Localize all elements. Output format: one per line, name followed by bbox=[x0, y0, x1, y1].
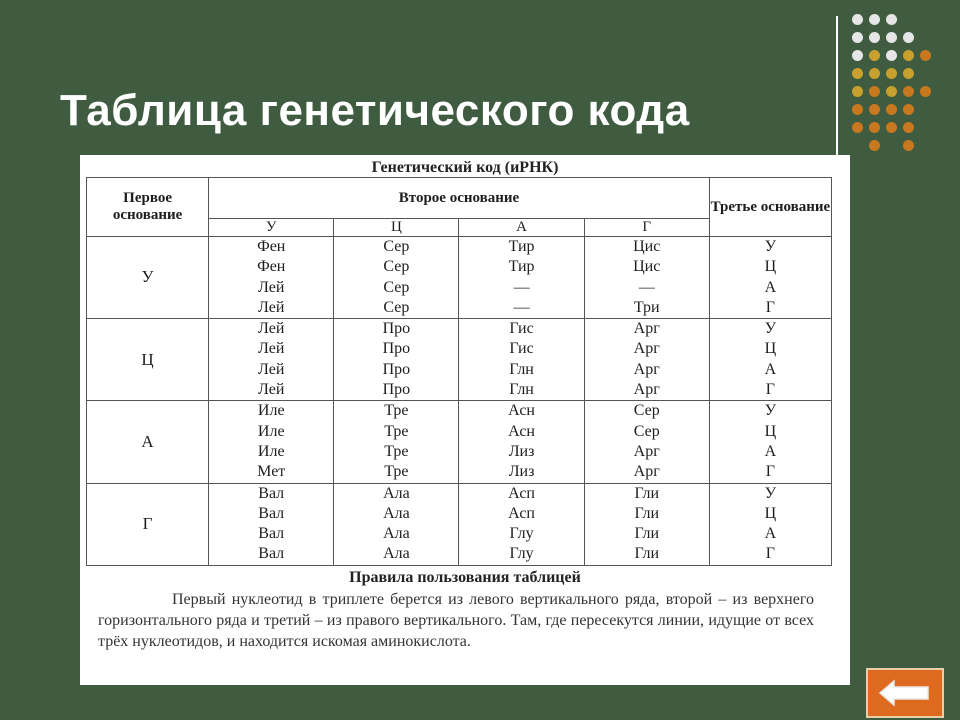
decorative-dot bbox=[852, 68, 863, 79]
amino-acid: Вал bbox=[258, 525, 285, 543]
third-base-label: Г bbox=[765, 463, 776, 481]
amino-acid: Арг bbox=[633, 381, 660, 399]
amino-acid: Лей bbox=[258, 381, 285, 399]
decorative-dot bbox=[903, 122, 914, 133]
amino-acid: Тир bbox=[508, 258, 535, 276]
amino-acid: Арг bbox=[633, 442, 660, 460]
amino-acid: Сер bbox=[633, 402, 660, 420]
amino-acid-cell bbox=[209, 483, 334, 565]
amino-acid: — bbox=[638, 278, 655, 296]
amino-acid: Асп bbox=[508, 484, 535, 502]
table-caption: Генетический код (иРНК) bbox=[371, 159, 559, 176]
codon-group-row bbox=[87, 237, 832, 319]
amino-acid: Гис bbox=[509, 320, 534, 338]
second-base-label: У bbox=[209, 219, 334, 237]
amino-acid: Арг bbox=[633, 320, 660, 338]
amino-acid: Тре bbox=[384, 442, 409, 460]
third-base-label: У bbox=[764, 320, 777, 338]
decorative-dot bbox=[869, 32, 880, 43]
amino-acid: Глн bbox=[509, 360, 534, 378]
header-second-base: Второе основание bbox=[209, 178, 710, 219]
third-base-label: А bbox=[764, 278, 777, 296]
codon-group-row bbox=[87, 319, 832, 401]
amino-acid-cell bbox=[584, 401, 709, 483]
first-base-label: Г bbox=[87, 483, 209, 565]
amino-acid-cell bbox=[584, 483, 709, 565]
decorative-dot bbox=[869, 86, 880, 97]
amino-acid-cell bbox=[209, 237, 334, 319]
third-base-label: Г bbox=[765, 381, 776, 399]
amino-acid-cell bbox=[334, 237, 459, 319]
amino-acid: Глн bbox=[509, 381, 534, 399]
decorative-dot bbox=[903, 140, 914, 151]
second-base-label: Г bbox=[584, 219, 709, 237]
amino-acid-cell bbox=[209, 401, 334, 483]
third-base-cell bbox=[709, 483, 831, 565]
amino-acid: Ала bbox=[383, 504, 410, 522]
first-base-label: Ц bbox=[87, 319, 209, 401]
third-base-label: У bbox=[764, 484, 777, 502]
genetic-code-document bbox=[80, 155, 850, 685]
third-base-cell bbox=[709, 319, 831, 401]
amino-acid: Ала bbox=[383, 545, 410, 563]
decorative-divider bbox=[836, 16, 838, 166]
amino-acid: Лиз bbox=[508, 463, 535, 481]
codon-group-row bbox=[87, 483, 832, 565]
amino-acid: Гис bbox=[509, 340, 534, 358]
amino-acid: Асн bbox=[508, 402, 535, 420]
genetic-code-table bbox=[86, 177, 832, 566]
amino-acid: Тре bbox=[384, 422, 409, 440]
amino-acid-cell bbox=[459, 319, 584, 401]
amino-acid: Фен bbox=[257, 258, 286, 276]
amino-acid-cell bbox=[459, 237, 584, 319]
amino-acid-cell bbox=[334, 483, 459, 565]
decorative-dot bbox=[869, 104, 880, 115]
amino-acid: Гли bbox=[634, 545, 660, 563]
amino-acid: Гли bbox=[634, 504, 660, 522]
amino-acid: Лей bbox=[258, 360, 285, 378]
decorative-dot bbox=[903, 86, 914, 97]
amino-acid: Иле bbox=[257, 422, 285, 440]
amino-acid: Гли bbox=[634, 525, 660, 543]
amino-acid: Арг bbox=[633, 360, 660, 378]
third-base-label: Ц bbox=[764, 340, 777, 358]
decorative-dot bbox=[903, 32, 914, 43]
amino-acid: Лей bbox=[258, 298, 285, 316]
decorative-dot bbox=[852, 14, 863, 25]
amino-acid: Лиз bbox=[508, 442, 535, 460]
decorative-dot bbox=[852, 122, 863, 133]
third-base-cell bbox=[709, 237, 831, 319]
third-base-label: У bbox=[764, 238, 777, 255]
amino-acid: Лей bbox=[258, 340, 285, 358]
decorative-dot bbox=[886, 32, 897, 43]
amino-acid-cell bbox=[459, 483, 584, 565]
amino-acid: Про bbox=[382, 360, 411, 378]
header-first-base: Первое основание bbox=[87, 178, 209, 237]
third-base-label: А bbox=[764, 360, 777, 378]
third-base-cell bbox=[709, 401, 831, 483]
decorative-dot bbox=[920, 50, 931, 61]
third-base-label: А bbox=[764, 442, 777, 460]
amino-acid: Асн bbox=[508, 422, 535, 440]
third-base-label: А bbox=[764, 525, 777, 543]
amino-acid: Арг bbox=[633, 463, 660, 481]
amino-acid: Про bbox=[382, 381, 411, 399]
first-base-label: У bbox=[87, 237, 209, 319]
decorative-dot bbox=[886, 104, 897, 115]
amino-acid-cell bbox=[584, 319, 709, 401]
amino-acid: Иле bbox=[257, 402, 285, 420]
decorative-dot bbox=[903, 50, 914, 61]
decorative-dot bbox=[869, 50, 880, 61]
second-base-label: А bbox=[459, 219, 584, 237]
amino-acid: Про bbox=[382, 340, 411, 358]
amino-acid: Сер bbox=[383, 298, 410, 316]
amino-acid-cell bbox=[334, 319, 459, 401]
amino-acid: Гли bbox=[634, 484, 660, 502]
decorative-dot bbox=[886, 50, 897, 61]
amino-acid: Вал bbox=[258, 484, 285, 502]
third-base-label: Г bbox=[765, 298, 776, 316]
second-base-label: Ц bbox=[334, 219, 459, 237]
decorative-dot bbox=[903, 68, 914, 79]
amino-acid: — bbox=[513, 298, 530, 316]
decorative-dot bbox=[852, 104, 863, 115]
decorative-dot bbox=[920, 86, 931, 97]
amino-acid: Тре bbox=[384, 463, 409, 481]
left-arrow-icon bbox=[878, 678, 932, 708]
amino-acid: — bbox=[513, 278, 530, 296]
decorative-dot bbox=[869, 68, 880, 79]
amino-acid: Фен bbox=[257, 238, 286, 255]
amino-acid: Асп bbox=[508, 504, 535, 522]
third-base-label: У bbox=[764, 402, 777, 420]
decorative-dot bbox=[869, 140, 880, 151]
amino-acid: Про bbox=[382, 320, 411, 338]
amino-acid-cell bbox=[334, 401, 459, 483]
first-base-label: А bbox=[87, 401, 209, 483]
amino-acid: Глу bbox=[509, 545, 534, 563]
decorative-dot bbox=[886, 14, 897, 25]
third-base-label: Г bbox=[765, 545, 776, 563]
amino-acid: Сер bbox=[383, 278, 410, 296]
amino-acid: Лей bbox=[258, 320, 285, 338]
header-third-base: Третье основание bbox=[709, 178, 831, 237]
amino-acid: Тре bbox=[384, 402, 409, 420]
rules-title: Правила пользования таблицей bbox=[349, 569, 581, 586]
decorative-dot bbox=[886, 86, 897, 97]
amino-acid-cell bbox=[209, 319, 334, 401]
amino-acid: Вал bbox=[258, 504, 285, 522]
slide-title: Таблица генетического кода bbox=[60, 86, 690, 135]
amino-acid: Лей bbox=[258, 278, 285, 296]
amino-acid: Ала bbox=[383, 484, 410, 502]
amino-acid: Глу bbox=[509, 525, 534, 543]
amino-acid: Иле bbox=[257, 442, 285, 460]
amino-acid: Тир bbox=[508, 238, 535, 255]
decorative-dot bbox=[852, 86, 863, 97]
decorative-dot bbox=[869, 122, 880, 133]
decorative-dot bbox=[852, 50, 863, 61]
amino-acid: Три bbox=[633, 298, 660, 316]
rules-text: Первый нуклеотид в триплете берется из левого вертикального ряда, второй – из верхнего горизонтального ряда и третий – из правого вертикального. Там, где пересекутся линии, идущие от всех трёх нуклеотидов, и находится искомая аминокислота. bbox=[98, 591, 814, 650]
amino-acid: Арг bbox=[633, 340, 660, 358]
amino-acid: Сер bbox=[383, 258, 410, 276]
amino-acid-cell bbox=[584, 237, 709, 319]
decorative-dot bbox=[852, 32, 863, 43]
amino-acid: Вал bbox=[258, 545, 285, 563]
third-base-label: Ц bbox=[764, 422, 777, 440]
decorative-dot bbox=[886, 68, 897, 79]
amino-acid: Цис bbox=[633, 258, 661, 276]
amino-acid: Сер bbox=[633, 422, 660, 440]
amino-acid-cell bbox=[459, 401, 584, 483]
amino-acid: Сер bbox=[383, 238, 410, 255]
decorative-dot bbox=[903, 104, 914, 115]
amino-acid: Мет bbox=[257, 463, 286, 481]
third-base-label: Ц bbox=[764, 258, 777, 276]
amino-acid: Ала bbox=[383, 525, 410, 543]
amino-acid: Цис bbox=[633, 238, 661, 255]
back-button[interactable] bbox=[866, 668, 944, 718]
decorative-dot bbox=[886, 122, 897, 133]
decorative-dot bbox=[869, 14, 880, 25]
codon-group-row bbox=[87, 401, 832, 483]
third-base-label: Ц bbox=[764, 504, 777, 522]
